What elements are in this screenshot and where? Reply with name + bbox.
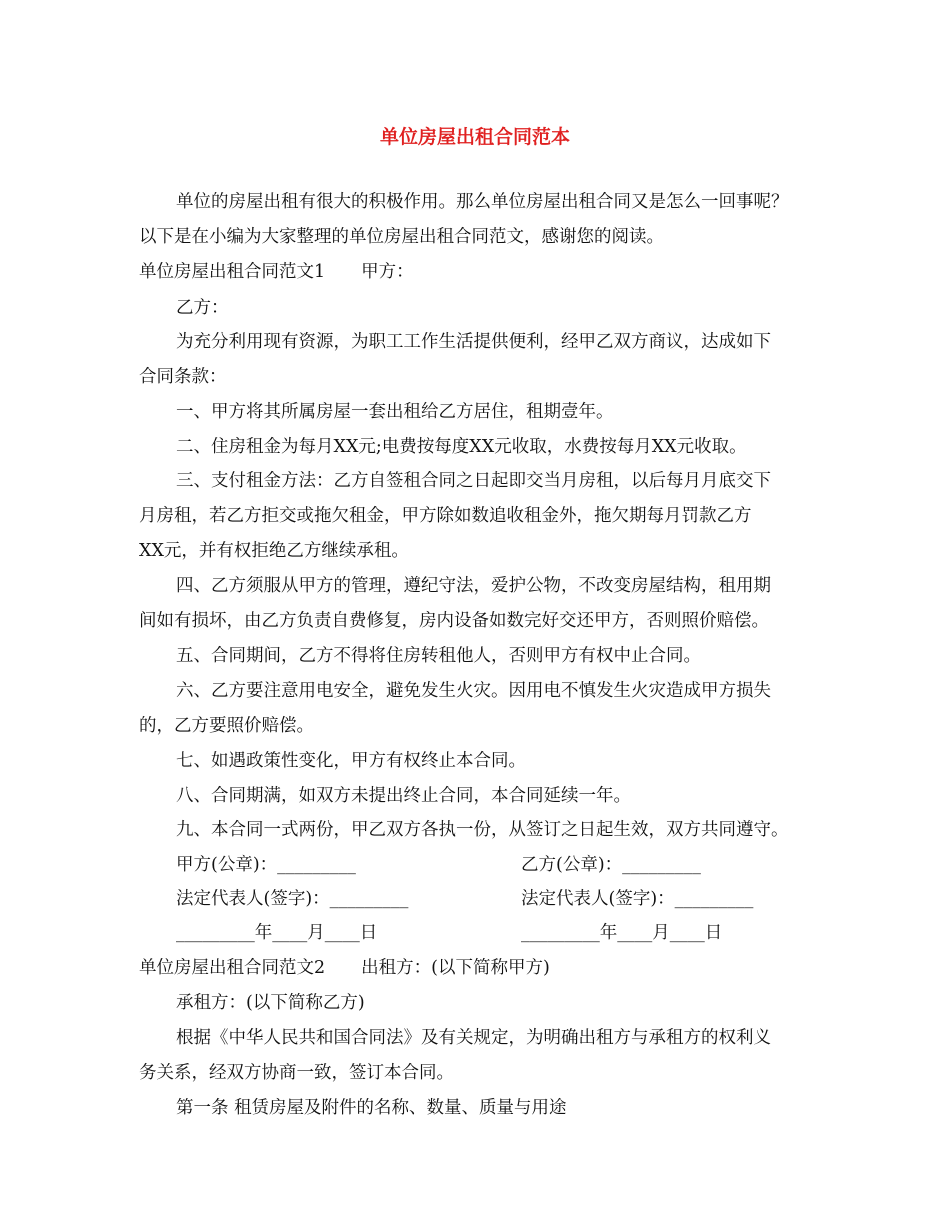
document-title: 单位房屋出租合同范本 bbox=[379, 126, 570, 148]
signature-party-b-representative: 法定代表人(签字)：_________ bbox=[521, 889, 754, 909]
clause-4-line-2: 间如有损坏，由乙方负责自费修复，房内设备如数完好交还甲方，否则照价赔偿。 bbox=[139, 611, 769, 631]
clause-1: 一、甲方将其所属房屋一套出租给乙方居住，租期壹年。 bbox=[176, 402, 614, 422]
intro-line-1: 单位的房屋出租有很大的积极作用。那么单位房屋出租合同又是怎么一回事呢？ bbox=[176, 192, 789, 212]
clause-6-line-2: 的，乙方要照价赔偿。 bbox=[139, 716, 314, 736]
sample1-heading-line bbox=[139, 260, 414, 284]
sample2-paragraph-line-2: 务关系，经双方协商一致，签订本合同。 bbox=[139, 1063, 454, 1083]
clause-4-line-1: 四、乙方须服从甲方的管理，遵纪守法，爱护公物，不改变房屋结构，租用期 bbox=[176, 576, 771, 596]
party-b-label: 乙方： bbox=[176, 298, 229, 318]
signature-party-b-date: _________年____月____日 bbox=[521, 923, 723, 943]
clause-3-line-2: 月房租，若乙方拒交或拖欠租金，甲方除如数追收租金外，拖欠期每月罚款乙方 bbox=[139, 506, 752, 526]
signature-party-b-seal: 乙方(公章)：_________ bbox=[521, 855, 701, 875]
clause-7: 七、如遇政策性变化，甲方有权终止本合同。 bbox=[176, 751, 526, 771]
party-a-label: 甲方： bbox=[361, 262, 414, 282]
clause-3-line-1: 三、支付租金方法：乙方自签租合同之日起即交当月房租，以后每月月底交下 bbox=[176, 471, 771, 491]
intro-line-2: 以下是在小编为大家整理的单位房屋出租合同范文，感谢您的阅读。 bbox=[139, 227, 664, 247]
sample2-paragraph-line-1: 根据《中华人民共和国合同法》及有关规定，为明确出租方与承租方的权利义 bbox=[176, 1028, 771, 1048]
lessee-label: 承租方：(以下简称乙方) bbox=[176, 993, 365, 1013]
clause-8: 八、合同期满，如双方未提出终止合同，本合同延续一年。 bbox=[176, 786, 631, 806]
signature-party-a-seal: 甲方(公章)：_________ bbox=[176, 855, 356, 875]
sample1-heading: 单位房屋出租合同范文1 bbox=[139, 262, 326, 282]
signature-party-a-representative: 法定代表人(签字)：_________ bbox=[176, 889, 409, 909]
paragraph-1-line-2: 合同条款： bbox=[139, 367, 227, 387]
clause-5: 五、合同期间，乙方不得将住房转租他人，否则甲方有权中止合同。 bbox=[176, 646, 701, 666]
clause-6-line-1: 六、乙方要注意用电安全，避免发生火灾。因用电不慎发生火灾造成甲方损失 bbox=[176, 681, 771, 701]
lessor-label: 出租方：(以下简称甲方) bbox=[361, 958, 550, 978]
article-1-heading: 第一条 租赁房屋及附件的名称、数量、质量与用途 bbox=[176, 1098, 567, 1118]
signature-party-a-date: _________年____月____日 bbox=[176, 923, 378, 943]
sample2-heading-line bbox=[139, 956, 550, 980]
clause-3-line-3: XX元，并有权拒绝乙方继续承租。 bbox=[139, 541, 409, 561]
sample2-heading: 单位房屋出租合同范文2 bbox=[139, 958, 326, 978]
paragraph-1-line-1: 为充分利用现有资源，为职工工作生活提供便利，经甲乙双方商议，达成如下 bbox=[176, 332, 771, 352]
clause-9: 九、本合同一式两份，甲乙双方各执一份，从签订之日起生效，双方共同遵守。 bbox=[176, 820, 789, 840]
clause-2: 二、住房租金为每月XX元;电费按每度XX元收取，水费按每月XX元收取。 bbox=[176, 437, 747, 457]
